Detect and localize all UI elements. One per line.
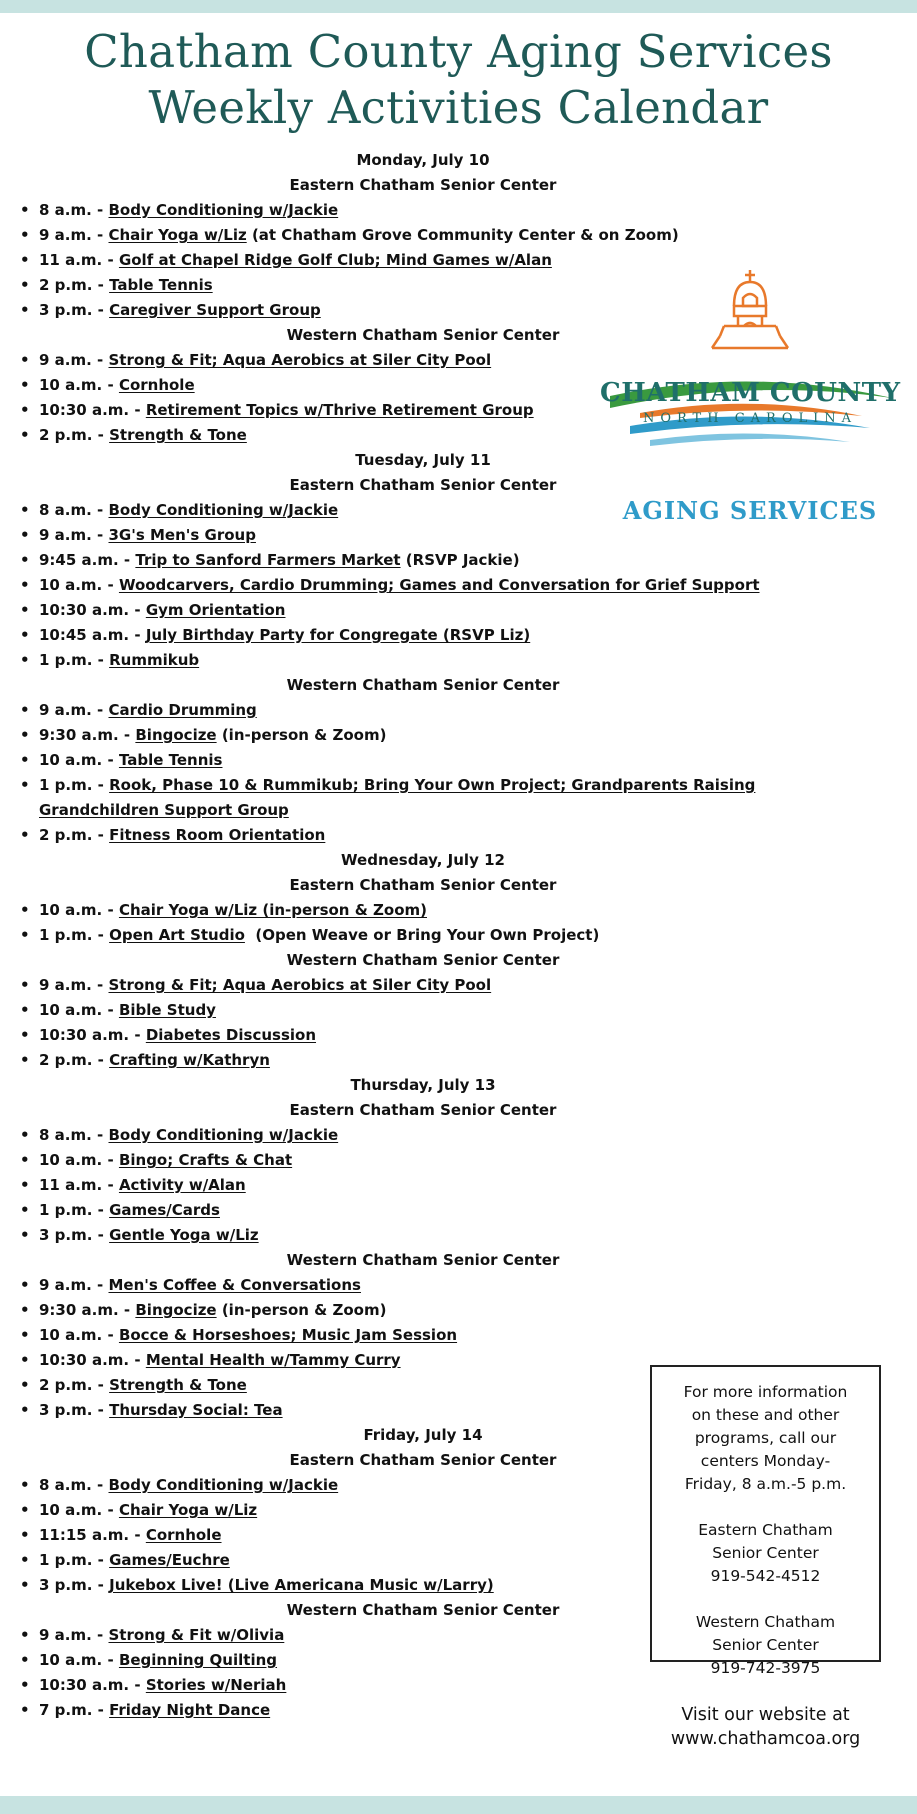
day-heading: Thursday, July 13 — [350, 1076, 496, 1094]
activity-time: 10 a.m. - — [39, 376, 114, 394]
activity-item — [18, 1023, 858, 1048]
activity-item — [18, 1048, 858, 1073]
activity-note: (Open Weave or Bring Your Own Project) — [244, 926, 600, 944]
activity-item — [18, 1298, 858, 1323]
activity-link[interactable]: Rummikub — [109, 651, 200, 669]
activity-link[interactable]: Beginning Quilting — [118, 1651, 278, 1669]
activity-link[interactable]: Bingo; Crafts & Chat — [118, 1151, 293, 1169]
info-eastern-center — [652, 1519, 879, 1588]
info-western-center — [652, 1611, 879, 1680]
title-line-1: Chatham County Aging Services — [84, 25, 833, 78]
activity-link[interactable]: Golf at Chapel Ridge Golf Club; Mind Games w/Alan — [118, 251, 552, 269]
activity-link[interactable]: Strong & Fit w/Olivia — [108, 1626, 285, 1644]
activity-item — [18, 773, 858, 798]
activity-link[interactable]: Games/Cards — [109, 1201, 220, 1219]
activity-time: 9:30 a.m. - — [39, 1301, 131, 1319]
activity-link[interactable]: Caregiver Support Group — [109, 301, 321, 319]
activity-link[interactable]: 3G's Men's Group — [108, 526, 256, 544]
activity-list — [18, 1123, 858, 1248]
activity-link[interactable]: Rook, Phase 10 & Rummikub; Bring Your Own Project; Grandparents Raising — [109, 776, 756, 794]
info-box — [650, 1365, 881, 1749]
activity-item — [18, 573, 858, 598]
activity-link[interactable]: Table Tennis — [109, 276, 213, 294]
activity-item — [18, 973, 858, 998]
activity-time: 10:30 a.m. - — [39, 601, 141, 619]
activity-link[interactable]: Table Tennis — [118, 751, 223, 769]
activity-item-continued — [18, 798, 858, 823]
info-line: centers Monday- — [700, 1452, 831, 1470]
info-line: Friday, 8 a.m.-5 p.m. — [684, 1475, 847, 1493]
activity-time: 11 a.m. - — [39, 251, 114, 269]
title-line-2: Weekly Activities Calendar — [148, 81, 769, 134]
activity-time: 10 a.m. - — [39, 1326, 114, 1344]
activity-link[interactable]: Fitness Room Orientation — [109, 826, 326, 844]
activity-time: 8 a.m. - — [39, 201, 104, 219]
bottom-band — [0, 1796, 917, 1814]
activity-time: 10 a.m. - — [39, 751, 114, 769]
activity-link[interactable]: Open Art Studio — [109, 926, 245, 944]
activity-item — [18, 223, 858, 248]
center-heading: Eastern Chatham Senior Center — [289, 176, 557, 194]
center-heading: Western Chatham Senior Center — [286, 326, 560, 344]
activity-item — [18, 1173, 858, 1198]
activity-link[interactable]: Bible Study — [118, 1001, 216, 1019]
day-heading: Monday, July 10 — [356, 151, 490, 169]
activity-time: 2 p.m. - — [39, 1051, 104, 1069]
activity-link[interactable]: Mental Health w/Tammy Curry — [145, 1351, 401, 1369]
activity-time: 10 a.m. - — [39, 1001, 114, 1019]
activity-item — [18, 198, 858, 223]
activity-link[interactable]: Activity w/Alan — [118, 1176, 246, 1194]
info-line: on these and other — [691, 1406, 840, 1424]
info-line: Senior Center — [712, 1544, 819, 1562]
activity-time: 9 a.m. - — [39, 1276, 104, 1294]
activity-link[interactable]: Strong & Fit; Aqua Aerobics at Siler City Pool — [108, 351, 492, 369]
activity-link[interactable]: Thursday Social: Tea — [109, 1401, 283, 1419]
activity-time: 10 a.m. - — [39, 901, 114, 919]
center-heading: Eastern Chatham Senior Center — [289, 876, 557, 894]
activity-time: 10:30 a.m. - — [39, 1676, 141, 1694]
activity-time: 10:30 a.m. - — [39, 1351, 141, 1369]
activity-time: 11:15 a.m. - — [39, 1526, 141, 1544]
logo-state-name: NORTH CAROLINA — [642, 411, 858, 426]
info-line: 919-542-4512 — [710, 1567, 821, 1585]
activity-link[interactable]: Friday Night Dance — [109, 1701, 271, 1719]
activity-time: 1 p.m. - — [39, 776, 104, 794]
center-heading: Western Chatham Senior Center — [286, 951, 560, 969]
info-visit-website — [652, 1703, 879, 1751]
activity-link[interactable]: Body Conditioning w/Jackie — [108, 201, 339, 219]
center-heading: Western Chatham Senior Center — [286, 1251, 560, 1269]
activity-time: 2 p.m. - — [39, 276, 104, 294]
activity-link[interactable]: Crafting w/Kathryn — [109, 1051, 270, 1069]
activity-item — [18, 1223, 858, 1248]
activity-link[interactable]: Strong & Fit; Aqua Aerobics at Siler City Pool — [108, 976, 492, 994]
activity-item — [18, 1273, 858, 1298]
activity-time: 9:45 a.m. - — [39, 551, 131, 569]
logo-county-name: CHATHAM COUNTY — [600, 378, 901, 408]
activity-link[interactable]: July Birthday Party for Congregate (RSVP Liz) — [145, 626, 531, 644]
activity-time: 8 a.m. - — [39, 1476, 104, 1494]
activity-item — [18, 1323, 858, 1348]
activity-time: 10:30 a.m. - — [39, 1026, 141, 1044]
activity-time: 2 p.m. - — [39, 1376, 104, 1394]
activity-time: 2 p.m. - — [39, 426, 104, 444]
activity-link[interactable]: Bocce & Horseshoes; Music Jam Session — [118, 1326, 458, 1344]
activity-list — [18, 973, 858, 1073]
info-line: For more information — [683, 1383, 848, 1401]
activity-list — [18, 698, 858, 848]
agency-logo — [600, 268, 900, 538]
activity-item — [18, 1148, 858, 1173]
activity-time: 1 p.m. - — [39, 1201, 104, 1219]
activity-link[interactable]: Men's Coffee & Conversations — [108, 1276, 361, 1294]
info-line: www.chathamcoa.org — [670, 1729, 861, 1749]
activity-time: 3 p.m. - — [39, 301, 104, 319]
top-band — [0, 0, 917, 13]
activity-time: 10:30 a.m. - — [39, 401, 141, 419]
activity-link[interactable]: Chair Yoga w/Liz (in-person & Zoom) — [118, 901, 427, 919]
activity-link[interactable]: Retirement Topics w/Thrive Retirement Group — [145, 401, 534, 419]
activity-time: 10 a.m. - — [39, 1651, 114, 1669]
activity-link[interactable]: Chair Yoga w/Liz — [118, 1501, 258, 1519]
activity-item — [18, 648, 858, 673]
center-heading: Eastern Chatham Senior Center — [289, 1451, 557, 1469]
activity-time: 3 p.m. - — [39, 1226, 104, 1244]
activity-link[interactable]: Strength & Tone — [109, 1376, 247, 1394]
activity-link[interactable]: Chair Yoga w/Liz — [108, 226, 247, 244]
activity-time: 11 a.m. - — [39, 1176, 114, 1194]
center-heading: Western Chatham Senior Center — [286, 676, 560, 694]
activity-link[interactable]: Cornhole — [145, 1526, 222, 1544]
activity-link[interactable]: Strength & Tone — [109, 426, 247, 444]
day-heading: Wednesday, July 12 — [341, 851, 505, 869]
center-heading: Eastern Chatham Senior Center — [289, 1101, 557, 1119]
activity-note: (at Chatham Grove Community Center & on Zoom) — [246, 226, 679, 244]
activity-link-continued[interactable]: Grandchildren Support Group — [39, 801, 289, 819]
activity-link[interactable]: Body Conditioning w/Jackie — [108, 501, 339, 519]
activity-time: 7 p.m. - — [39, 1701, 104, 1719]
activity-note: (in-person & Zoom) — [216, 726, 387, 744]
activity-time: 8 a.m. - — [39, 1126, 104, 1144]
activity-link[interactable]: Games/Euchre — [109, 1551, 230, 1569]
activity-time: 9 a.m. - — [39, 976, 104, 994]
logo-agency-name: AGING SERVICES — [622, 496, 878, 525]
page-title — [0, 24, 917, 136]
activity-item — [18, 1198, 858, 1223]
activity-link[interactable]: Cornhole — [118, 376, 195, 394]
activity-item — [18, 623, 858, 648]
info-line: Eastern Chatham — [698, 1521, 833, 1539]
activity-item — [18, 548, 858, 573]
center-heading: Eastern Chatham Senior Center — [289, 476, 557, 494]
activity-link[interactable]: Stories w/Neriah — [145, 1676, 287, 1694]
activity-item — [18, 823, 858, 848]
activity-time: 9 a.m. - — [39, 701, 104, 719]
activity-item — [18, 898, 858, 923]
info-line: Western Chatham — [695, 1613, 836, 1631]
activity-time: 1 p.m. - — [39, 1551, 104, 1569]
activity-link[interactable]: Jukebox Live! (Live Americana Music w/Larry) — [109, 1576, 494, 1594]
info-line: Visit our website at — [681, 1705, 850, 1725]
activity-time: 3 p.m. - — [39, 1401, 104, 1419]
activity-time: 9 a.m. - — [39, 1626, 104, 1644]
activity-link[interactable]: Diabetes Discussion — [145, 1026, 317, 1044]
activity-note: (RSVP Jackie) — [400, 551, 520, 569]
activity-time: 9 a.m. - — [39, 226, 104, 244]
activity-time: 3 p.m. - — [39, 1576, 104, 1594]
activity-time: 9 a.m. - — [39, 526, 104, 544]
activity-item — [18, 998, 858, 1023]
activity-item — [18, 698, 858, 723]
activity-item — [18, 748, 858, 773]
activity-link[interactable]: Body Conditioning w/Jackie — [108, 1476, 339, 1494]
activity-time: 1 p.m. - — [39, 926, 104, 944]
info-line: programs, call our — [694, 1429, 837, 1447]
activity-time: 10:45 a.m. - — [39, 626, 141, 644]
activity-item — [18, 723, 858, 748]
activity-link[interactable]: Bingocize — [135, 1301, 217, 1319]
activity-link[interactable]: Body Conditioning w/Jackie — [108, 1126, 339, 1144]
activity-link[interactable]: Gym Orientation — [145, 601, 286, 619]
activity-time: 2 p.m. - — [39, 826, 104, 844]
activity-link[interactable]: Woodcarvers, Cardio Drumming; Games and Conversation for Grief Support — [118, 576, 760, 594]
activity-link[interactable]: Trip to Sanford Farmers Market — [135, 551, 401, 569]
activity-item — [18, 1123, 858, 1148]
info-line: Senior Center — [712, 1636, 819, 1654]
activity-time: 9:30 a.m. - — [39, 726, 131, 744]
activity-time: 8 a.m. - — [39, 501, 104, 519]
activity-link[interactable]: Gentle Yoga w/Liz — [109, 1226, 259, 1244]
activity-time: 10 a.m. - — [39, 576, 114, 594]
info-line: 919-742-3975 — [710, 1659, 821, 1677]
info-intro — [652, 1381, 879, 1496]
activity-item — [18, 598, 858, 623]
activity-item — [18, 923, 858, 948]
activity-link[interactable]: Bingocize — [135, 726, 217, 744]
activity-time: 1 p.m. - — [39, 651, 104, 669]
activity-time: 10 a.m. - — [39, 1501, 114, 1519]
activity-list — [18, 898, 858, 948]
day-heading: Tuesday, July 11 — [355, 451, 491, 469]
day-heading: Friday, July 14 — [363, 1426, 483, 1444]
activity-note: (in-person & Zoom) — [216, 1301, 387, 1319]
activity-link[interactable]: Cardio Drumming — [108, 701, 257, 719]
activity-time: 10 a.m. - — [39, 1151, 114, 1169]
activity-time: 9 a.m. - — [39, 351, 104, 369]
center-heading: Western Chatham Senior Center — [286, 1601, 560, 1619]
